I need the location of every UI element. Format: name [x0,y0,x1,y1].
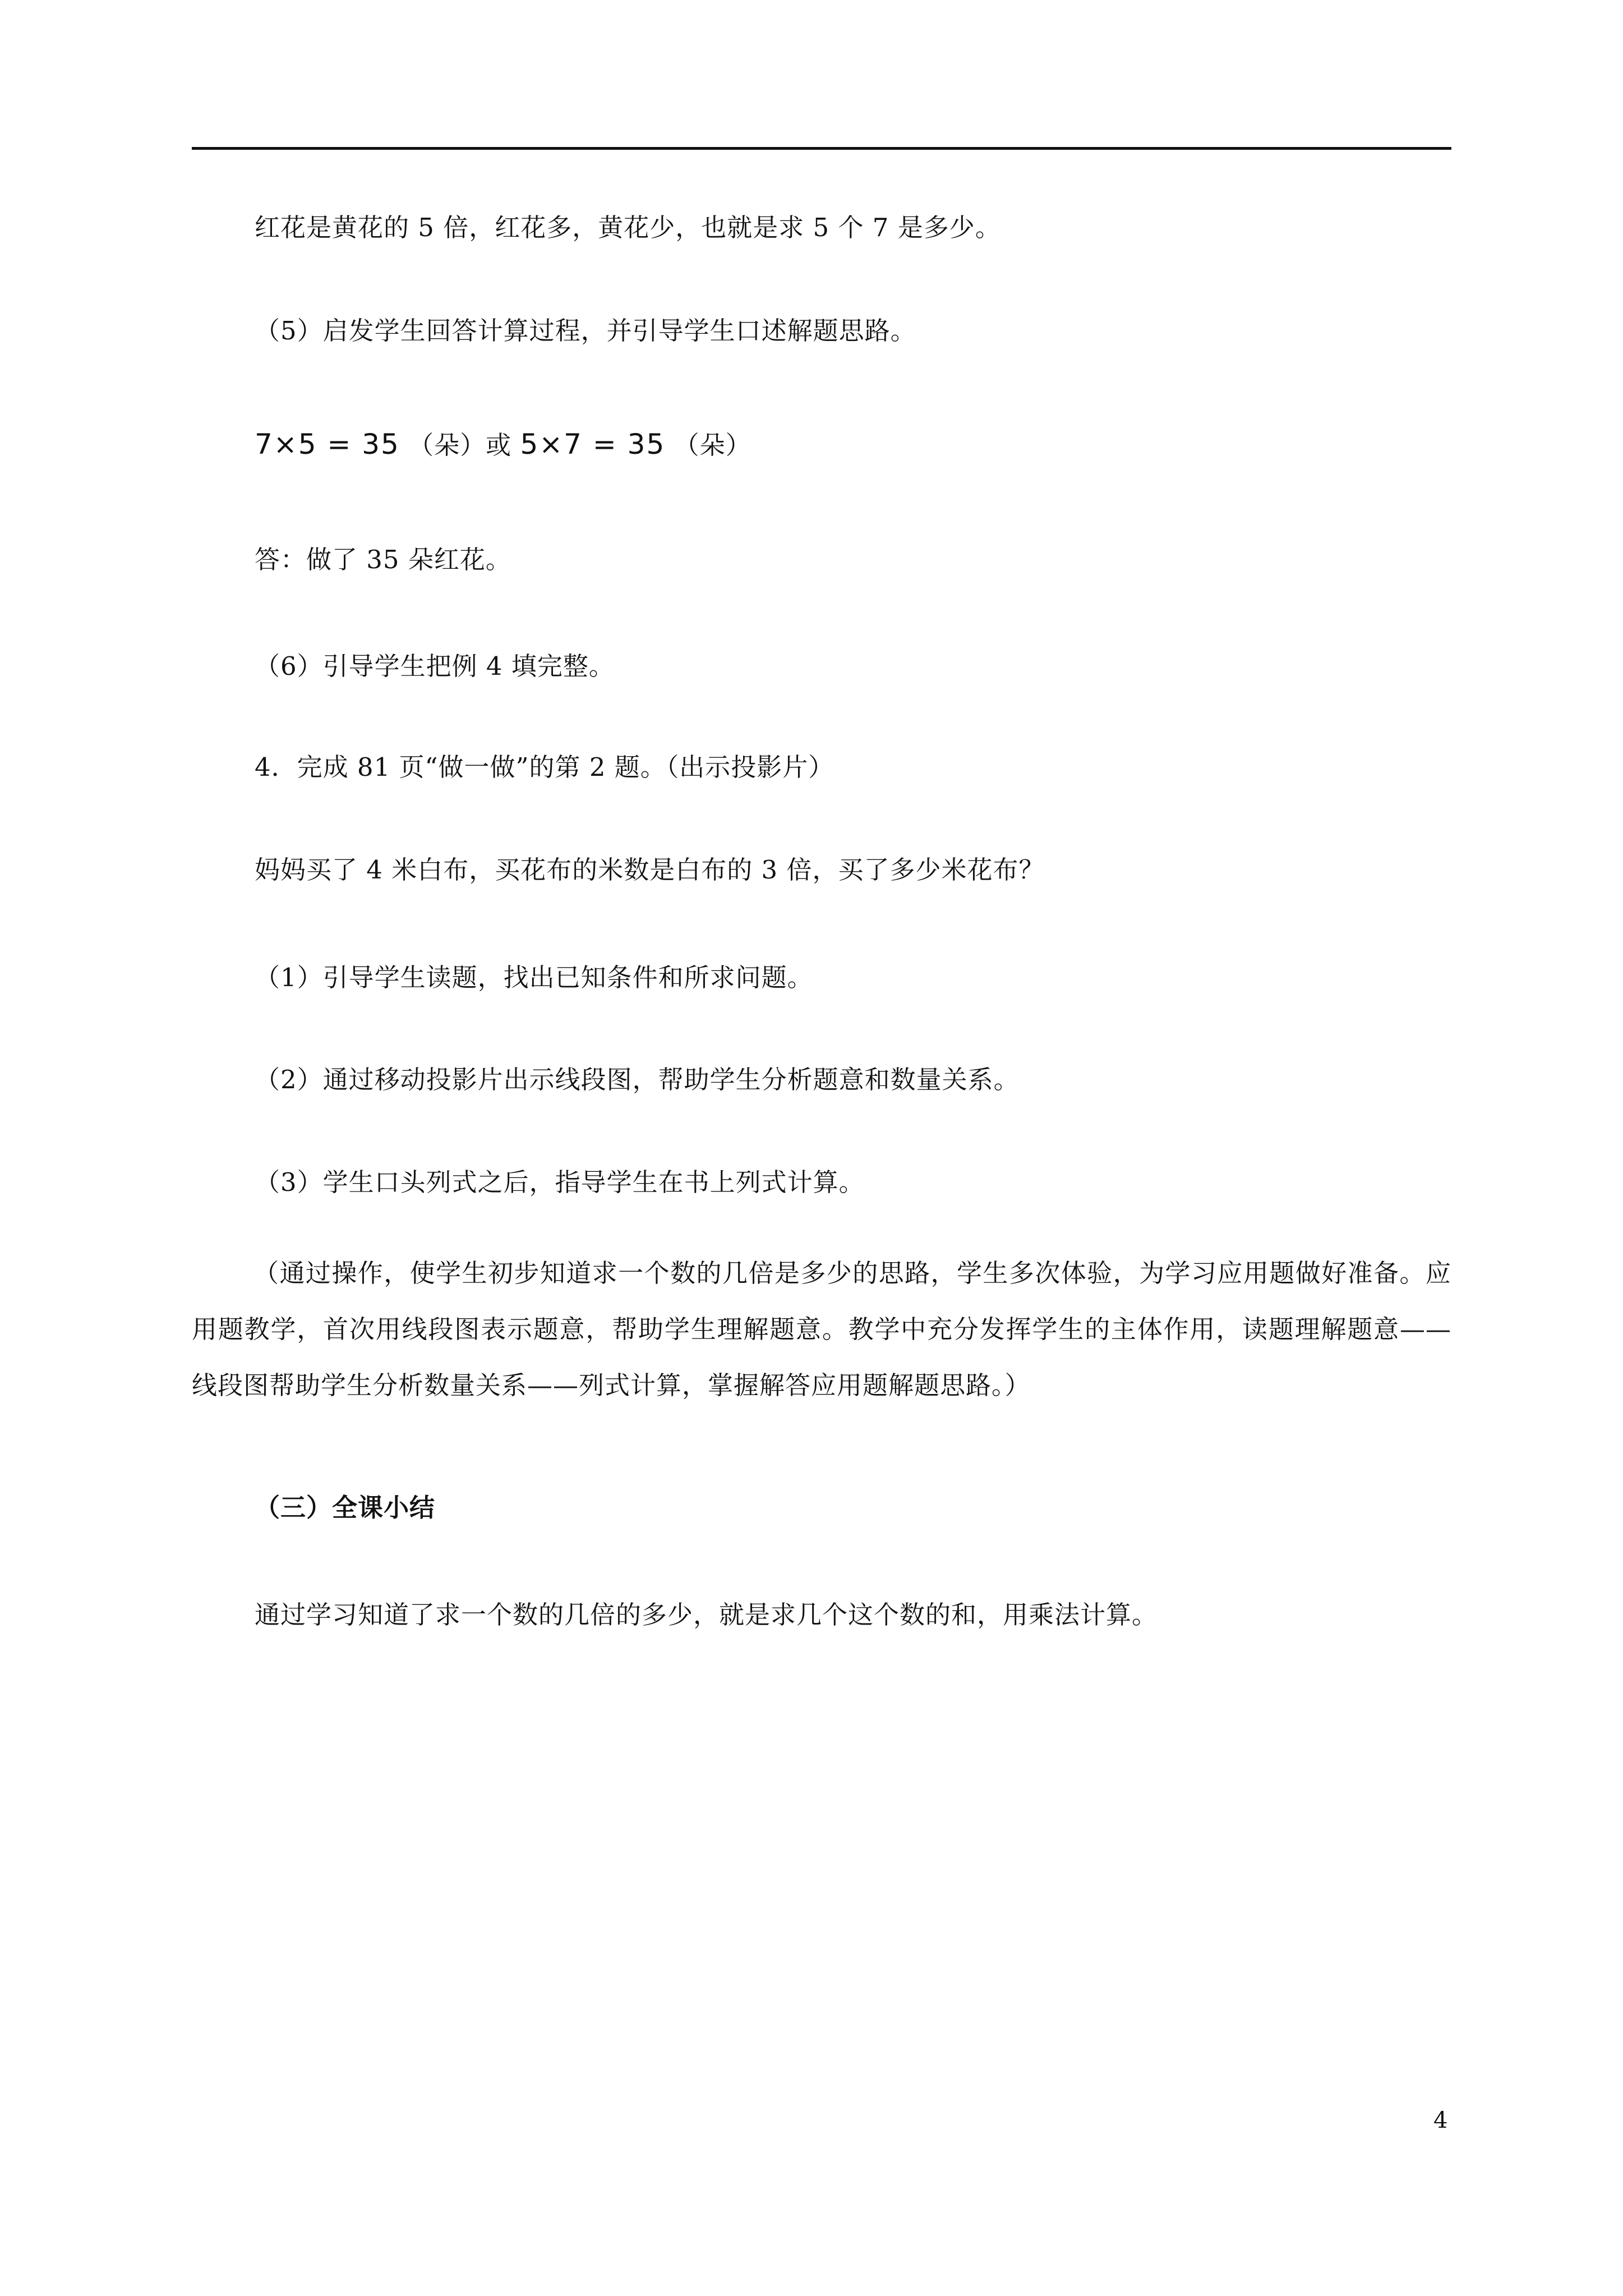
equation-1-unit: （朵）或 [408,430,512,460]
page-number: 4 [1433,2108,1448,2133]
text-line-red-flowers: 红花是黄花的 5 倍，红花多，黄花少，也就是求 5 个 7 是多少。 [255,213,1001,242]
text-line-problem: 妈妈买了 4 米白布，买花布的米数是白布的 3 倍，买了多少米花布？ [255,855,1045,885]
text-line-step-1: （1）引导学生读题，找出已知条件和所求问题。 [255,963,813,992]
equation-1: 7×5 = 35 [255,428,400,461]
equation-2: 5×7 = 35 [520,428,666,461]
section-heading-summary: （三）全课小结 [255,1493,436,1522]
text-line-step-2: （2）通过移动投影片出示线段图，帮助学生分析题意和数量关系。 [255,1065,1020,1094]
text-line-summary: 通过学习知道了求一个数的几倍的多少，就是求几个这个数的和，用乘法计算。 [255,1600,1158,1630]
equation-line [255,427,751,462]
text-line-step-6: （6）引导学生把例 4 填完整。 [255,651,615,681]
text-line-step-5: （5）启发学生回答计算过程，并引导学生口述解题思路。 [255,316,916,346]
text-line-step-3: （3）学生口头列式之后，指导学生在书上列式计算。 [255,1167,865,1197]
commentary-paragraph: （通过操作，使学生初步知道求一个数的几倍是多少的思路，学生多次体验，为学习应用题做好准备。应用题教学，首次用线段图表示题意，帮助学生理解题意。教学中充分发挥学生的主体作用，读题理解题意——线段图帮助学生分析数量关系——列式计算，掌握解答应用题解题思路。） [192,1258,1451,1400]
equation-2-unit: （朵） [674,430,751,460]
header-rule [192,147,1451,150]
text-line-exercise-4: 4．完成 81 页“做一做”的第 2 题。（出示投影片） [255,752,834,782]
text-line-answer: 答：做了 35 朵红花。 [255,545,511,574]
